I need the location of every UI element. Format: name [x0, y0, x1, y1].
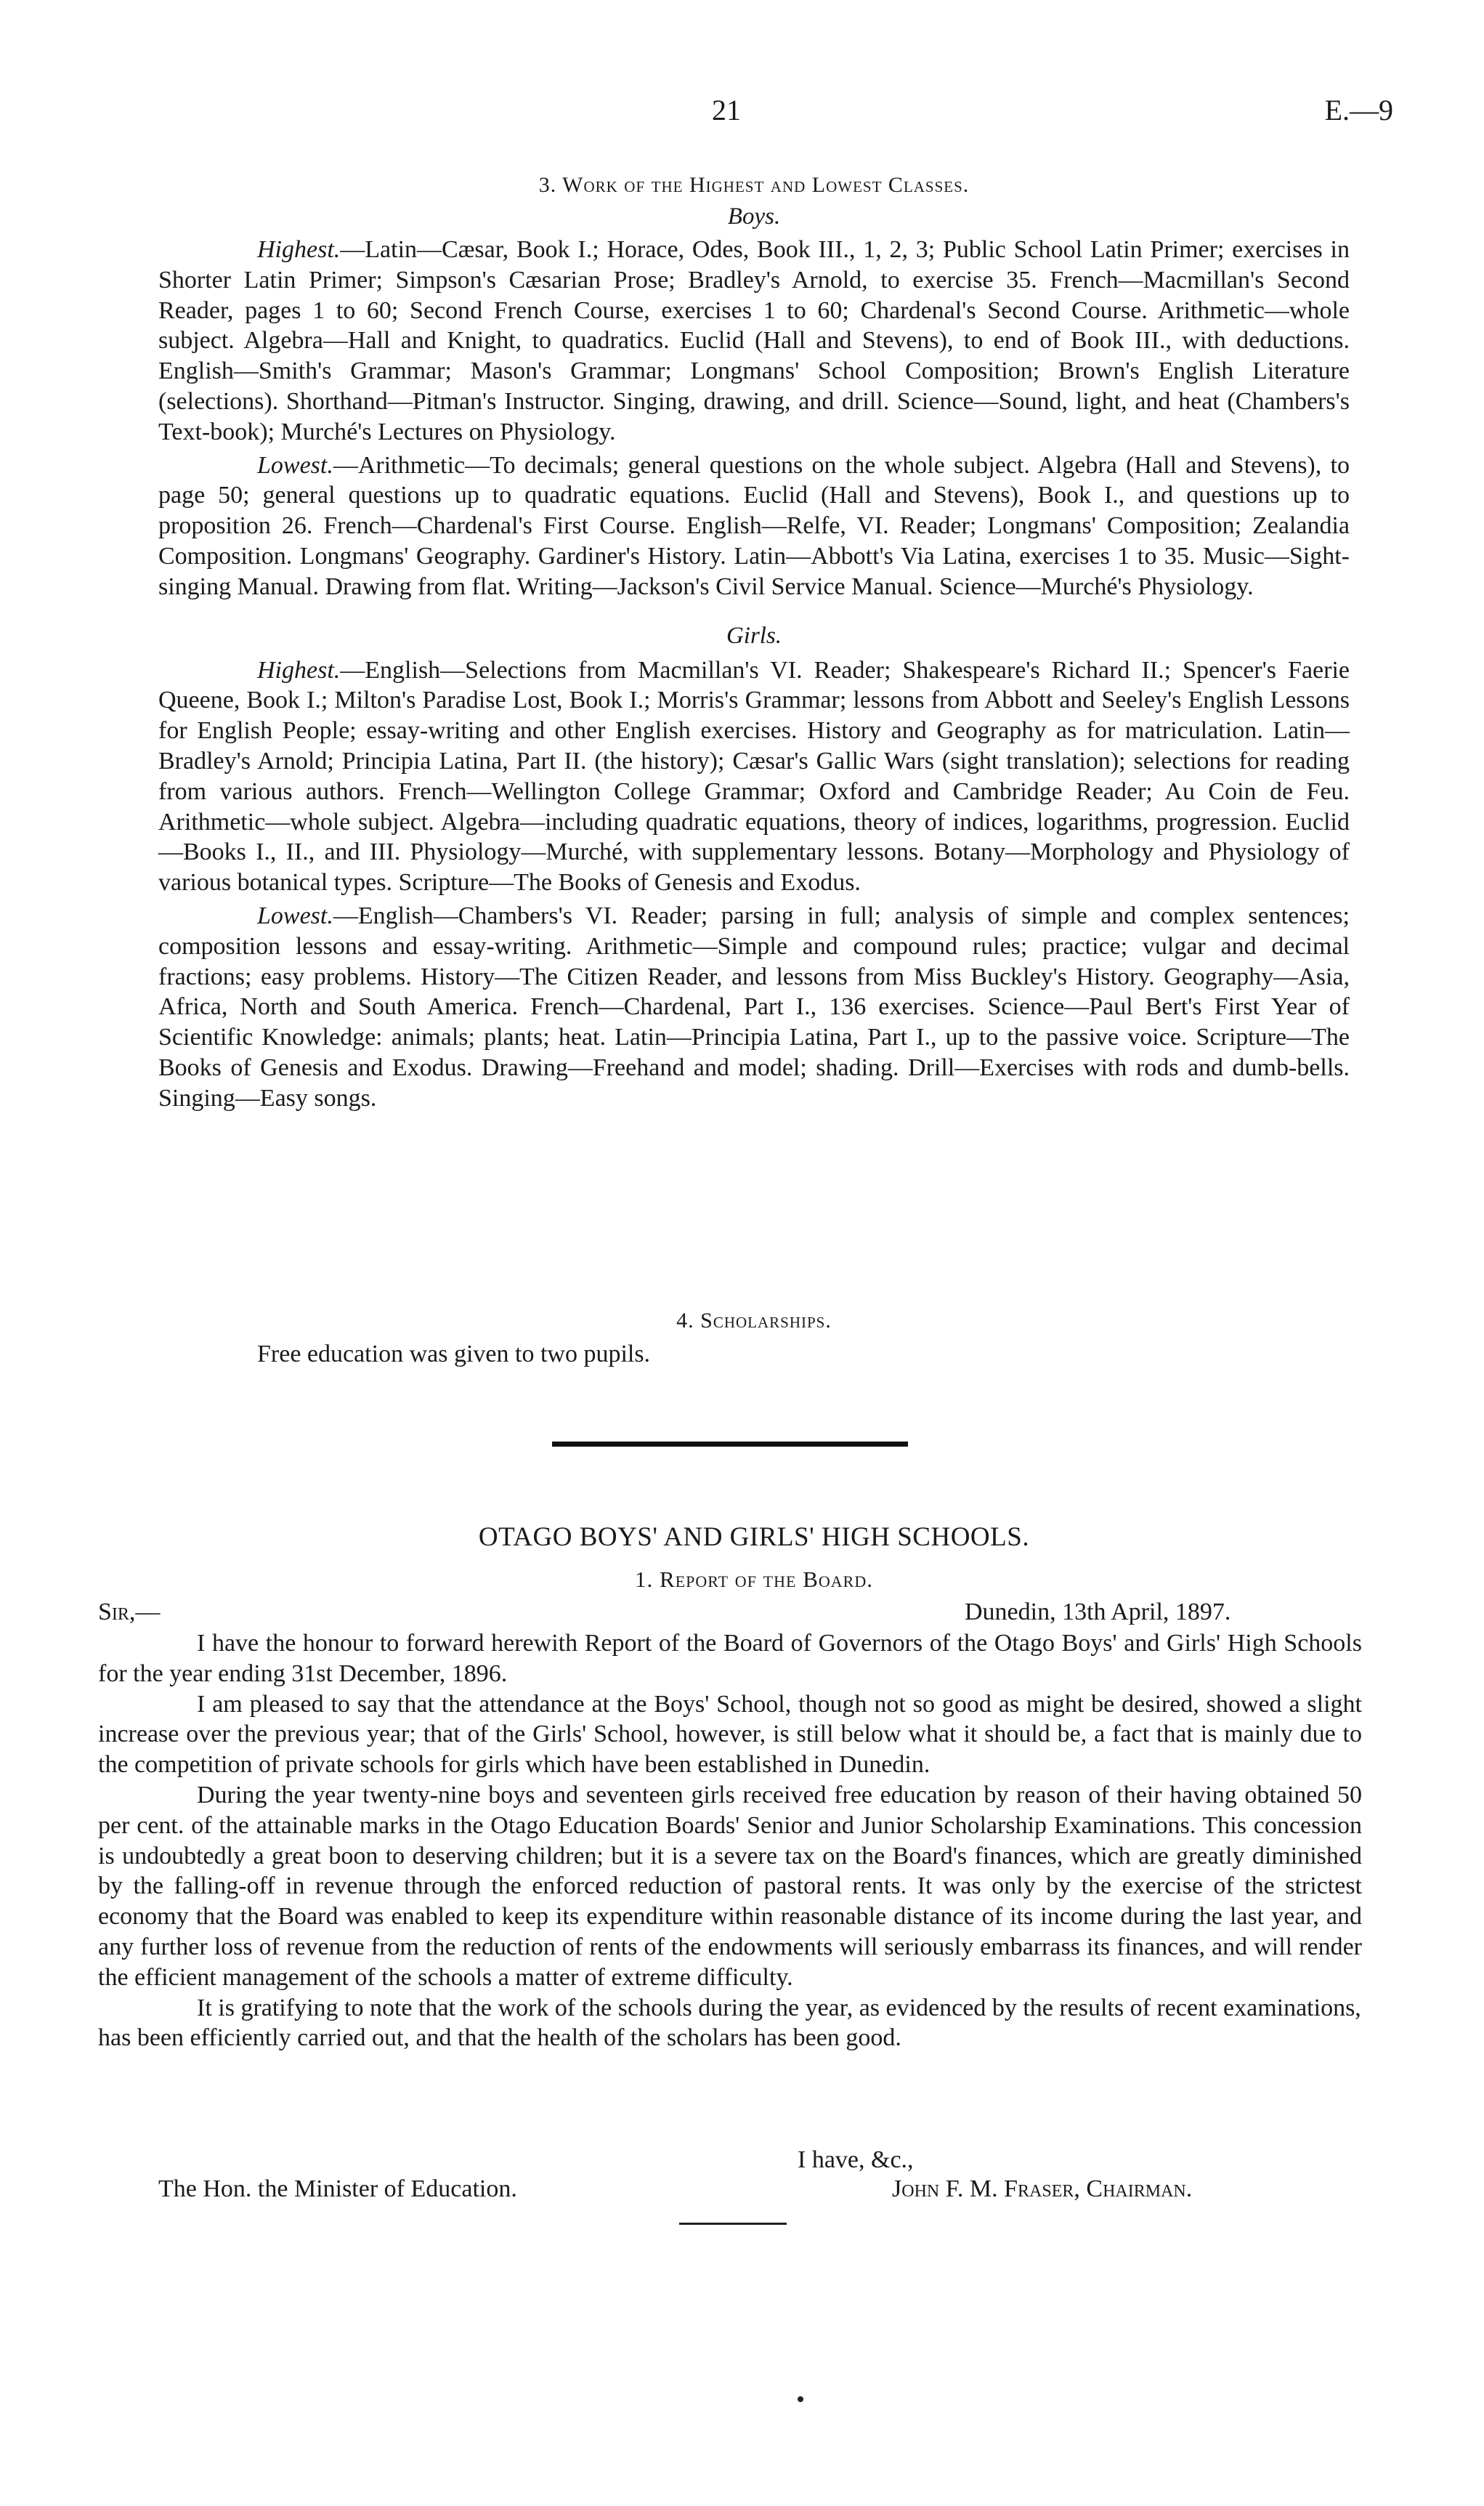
boys-lowest-text: —Arithmetic—To decimals; general questions on the whole subject. Algebra (Hall and Stevens), to page 50; general questions up to quadratic equations. Euclid (Hall and Stevens), Book I., and questions up to proposition 26. French—Chardenal's First Course. English—Relfe, VI. Reader; Longmans' Composition; Zealandia Composition. Longmans' Geography. Gardiner's History. Latin—Abbott's Via Latina, exercises 1 to 35. Music—Sight-singing Manual. Drawing from flat. Writing—Jackson's Civil Service Manual. Science—Murché's Physiology.	[158, 451, 1350, 600]
boys-lowest-label: Lowest.	[257, 451, 333, 479]
boys-highest-text: —Latin—Cæsar, Book I.; Horace, Odes, Book III., 1, 2, 3; Public School Latin Primer; exercises in Shorter Latin Primer; Simpson's Cæsarian Prose; Bradley's Arnold, to exercise 35. French—Macmillan's Second Reader, pages 1 to 60; Second French Course, exercises 1 to 60; Chardenal's Second Course. Arithmetic—whole subject. Algebra—Hall and Knight, to quadratics. Euclid (Hall and Stevens), to end of Book III., with deductions. English—Smith's Grammar; Mason's Grammar; Longmans' School Composition; Brown's English Literature (selections). Shorthand—Pitman's Instructor. Singing, drawing, and drill. Science—Sound, light, and heat (Chambers's Text-book); Murché's Lectures on Physiology.	[158, 236, 1350, 445]
girls-lowest-paragraph	[158, 901, 1350, 1114]
letter-signature: John F. M. Fraser, Chairman.	[892, 2175, 1193, 2202]
boys-subheading: Boys.	[727, 203, 781, 230]
otago-schools-title: OTAGO BOYS' AND GIRLS' HIGH SCHOOLS.	[478, 1522, 1030, 1552]
salutation: Sir,—	[98, 1598, 161, 1625]
letter-closing: I have, &c.,	[798, 2146, 914, 2173]
section-4-title: 4. Scholarships.	[676, 1309, 832, 1333]
section-scholarships	[158, 1309, 1350, 1370]
boys-highest-paragraph	[158, 235, 1350, 448]
boys-lowest-paragraph	[158, 450, 1350, 602]
girls-highest-text: —English—Selections from Macmillan's VI. Reader; Shakespeare's Richard II.; Spencer's Faerie Queene, Book I.; Milton's Paradise Lost, Book I.; Morris's Grammar; lessons from Abbott and Seeley's English Lessons for English People; essay-writing and other English exercises. History and Geography as for matriculation. Latin—Bradley's Arnold; Principia Latina, Part II. (the history); Cæsar's Gallic Wars (sight translation); selections for reading from various authors. French—Wellington College Grammar; Oxford and Cambridge Reader; Au Coin de Feu. Arithmetic—whole subject. Algebra—including quadratic equations, theory of indices, logarithms, progression. Euclid—Books I., II., and III. Physiology—Murché, with supplementary lessons. Botany—Morphology and Physiology of various botanical types. Scripture—The Books of Genesis and Exodus.	[158, 656, 1350, 897]
letter-paragraph: I am pleased to say that the attendance at the Boys' School, though not so good as might be desired, showed a slight increase over the previous year; that of the Girls' School, however, is still below what it should be, a fact that is mainly due to the competition of private schools for girls which have been established in Dunedin.	[98, 1690, 1362, 1779]
letter-addressee: The Hon. the Minister of Education.	[158, 2175, 517, 2202]
letter-paragraph: I have the honour to forward herewith Report of the Board of Governors of the Otago Boys' and Girls' High Schools for the year ending 31st December, 1896.	[98, 1630, 1362, 1687]
section-divider-thin	[679, 2223, 787, 2225]
page-number: 21	[712, 94, 741, 126]
section-divider-thick	[552, 1442, 908, 1447]
section-3-title: 3. Work of the Highest and Lowest Classes.	[538, 173, 970, 197]
letter-paragraph: During the year twenty-nine boys and seventeen girls received free education by reason of their having obtained 50 per cent. of the attainable marks in the Otago Education Boards' Senior and Junior Scholarship Examinations. This concession is undoubtedly a great boon to deserving children; but it is a severe tax on the Board's finances, which are greatly diminished by the falling-off in revenue through the enforced reduction of pastoral rents. It was only by the exercise of the strictest economy that the Board was enabled to keep its expenditure within reasonable distance of its income during the last year, and any further loss of revenue from the reduction of rents of the endowments will seriously embarrass its finances, and will render the efficient management of the schools a matter of extreme difficulty.	[98, 1781, 1362, 1991]
girls-highest-paragraph	[158, 655, 1350, 898]
report-subtitle: 1. Report of the Board.	[635, 1567, 873, 1592]
girls-lowest-label: Lowest.	[257, 902, 333, 929]
boys-highest-label: Highest.	[257, 236, 341, 263]
letter-paragraph-last: It is gratifying to note that the work of the schools during the year, as evidenced by the results of recent examinations, has been efficiently carried out, and that the health of the scholars has been good.	[98, 1994, 1361, 2052]
girls-subheading: Girls.	[726, 622, 782, 649]
letter-date: Dunedin, 13th April, 1897.	[965, 1598, 1231, 1625]
letter-body	[98, 1628, 1362, 2053]
girls-lowest-text: —English—Chambers's VI. Reader; parsing in full; analysis of simple and complex sentences; composition lessons and essay-writing. Arithmetic—Simple and compound rules; practice; vulgar and decimal fractions; easy problems. History—The Citizen Reader, and lessons from Miss Buckley's History. Geography—Asia, Africa, North and South America. French—Chardenal, Part I., 136 exercises. Science—Paul Bert's First Year of Scientific Knowledge: animals; plants; heat. Latin—Principia Latina, Part I., up to the passive voice. Scripture—The Books of Genesis and Exodus. Drawing—Freehand and model; shading. Drill—Exercises with rods and dumb-bells. Singing—Easy songs.	[158, 902, 1350, 1112]
girls-highest-label: Highest.	[257, 656, 341, 684]
scholarships-text: Free education was given to two pupils.	[257, 1341, 651, 1367]
page-mark-dot	[798, 2396, 803, 2402]
section-work-of-classes	[158, 173, 1350, 1114]
document-reference: E.—9	[1324, 94, 1393, 126]
